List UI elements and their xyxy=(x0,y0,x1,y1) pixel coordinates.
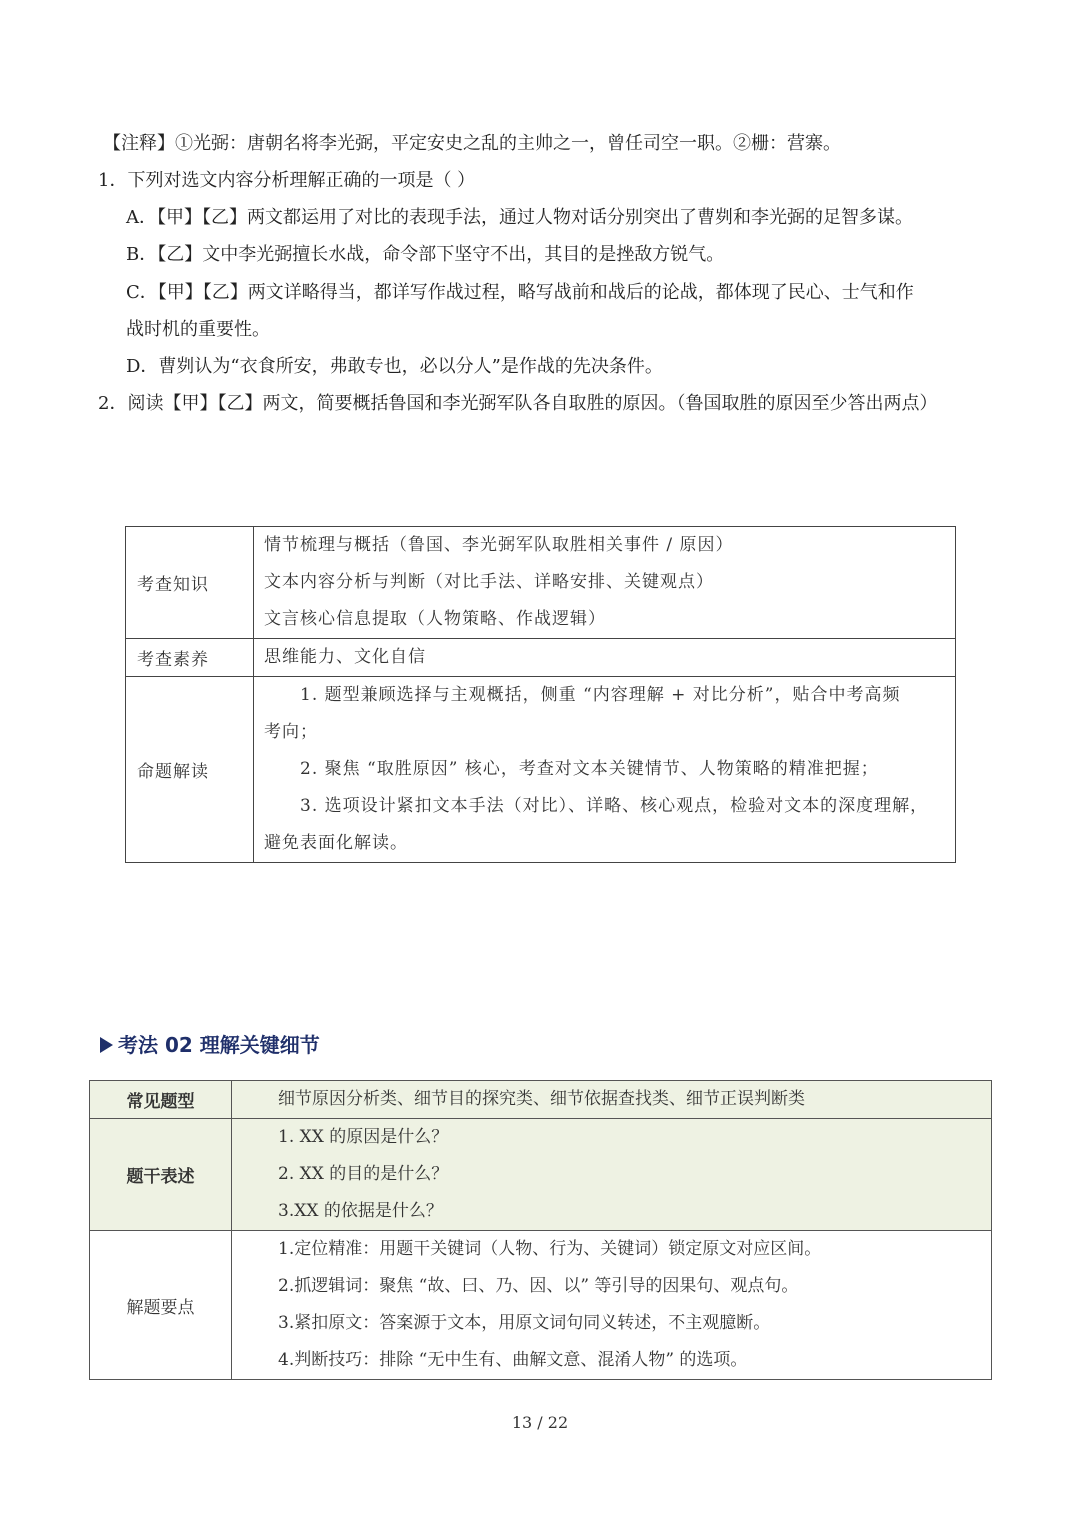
table-row xyxy=(126,527,956,639)
table-row xyxy=(126,677,956,863)
table-row xyxy=(126,639,956,677)
content-line: 3.XX 的依据是什么？ xyxy=(278,1201,443,1221)
section-title: 考法 02 理解关键细节 xyxy=(118,1033,320,1057)
row-content xyxy=(254,639,956,677)
content-line: 细节原因分析类、细节目的探究类、细节依据查找类、细节正误判断类 xyxy=(278,1089,805,1109)
page-number: 13 / 22 xyxy=(511,1413,569,1432)
content-line: 4.判断技巧：排除 “无中生有、曲解文意、混淆人物” 的选项。 xyxy=(278,1350,748,1370)
question-2-stem: 2．阅读【甲】【乙】两文，简要概括鲁国和李光弼军队各自取胜的原因。（鲁国取胜的原因至少答出两点） xyxy=(98,393,938,414)
content-line: 思维能力、文化自信 xyxy=(264,647,426,667)
content-line: 文本内容分析与判断（对比手法、详略安排、关键观点） xyxy=(264,572,714,592)
content-line: 1. XX 的原因是什么？ xyxy=(278,1127,449,1147)
content-line: 1. 题型兼顾选择与主观概括，侧重 “内容理解 + 对比分析”，贴合中考高频 xyxy=(300,685,901,705)
question-1-stem: 1．下列对选文内容分析理解正确的一项是（ ） xyxy=(98,170,476,191)
row-content xyxy=(232,1119,992,1231)
row-label: 考查知识 xyxy=(126,527,254,639)
content-line: 避免表面化解读。 xyxy=(264,833,408,853)
table-row xyxy=(90,1119,992,1231)
row-label: 解题要点 xyxy=(90,1231,232,1380)
content-line: 3.紧扣原文：答案源于文本，用原文词句同义转述，不主观臆断。 xyxy=(278,1313,771,1333)
table-row xyxy=(90,1231,992,1380)
row-label: 常见题型 xyxy=(90,1081,232,1119)
row-content xyxy=(232,1231,992,1380)
content-line: 2. XX 的目的是什么？ xyxy=(278,1164,449,1184)
question-1-option-a: A．【甲】【乙】两文都运用了对比的表现手法，通过人物对话分别突出了曹刿和李光弼的足智多谋。 xyxy=(126,207,913,228)
content-line: 3. 选项设计紧扣文本手法（对比）、详略、核心观点，检验对文本的深度理解， xyxy=(300,796,929,816)
row-label: 考查素养 xyxy=(126,639,254,677)
content-line: 1.定位精准：用题干关键词（人物、行为、关键词）锁定原文对应区间。 xyxy=(278,1239,822,1259)
method-table xyxy=(89,1080,992,1380)
triangle-bullet-icon xyxy=(100,1037,113,1053)
content-line: 2. 聚焦 “取胜原因” 核心，考查对文本关键情节、人物策略的精准把握； xyxy=(300,759,879,779)
question-1-option-c-cont: 战时机的重要性。 xyxy=(126,319,270,340)
content-line: 考向； xyxy=(264,722,318,742)
row-content xyxy=(254,527,956,639)
content-line: 情节梳理与概括（鲁国、李光弼军队取胜相关事件 / 原因） xyxy=(264,535,734,555)
section-heading xyxy=(100,1030,320,1060)
table-row xyxy=(90,1081,992,1119)
annotation-note: 【注释】①光弼：唐朝名将李光弼，平定安史之乱的主帅之一，曾任司空一职。②栅：营寨。 xyxy=(103,133,841,154)
row-content xyxy=(254,677,956,863)
question-1-option-b: B．【乙】文中李光弼擅长水战，命令部下坚守不出，其目的是挫敌方锐气。 xyxy=(126,244,725,265)
question-1-option-d: D．曹刿认为“衣食所安，弗敢专也，必以分人”是作战的先决条件。 xyxy=(126,356,663,377)
row-label: 题干表述 xyxy=(90,1119,232,1231)
content-line: 2.抓逻辑词：聚焦 “故、曰、乃、因、以” 等引导的因果句、观点句。 xyxy=(278,1276,799,1296)
content-line: 文言核心信息提取（人物策略、作战逻辑） xyxy=(264,609,606,629)
row-label: 命题解读 xyxy=(126,677,254,863)
row-content xyxy=(232,1081,992,1119)
question-1-option-c: C．【甲】【乙】两文详略得当，都详写作战过程，略写战前和战后的论战，都体现了民心、士气和作 xyxy=(126,282,914,303)
analysis-table xyxy=(125,526,956,863)
